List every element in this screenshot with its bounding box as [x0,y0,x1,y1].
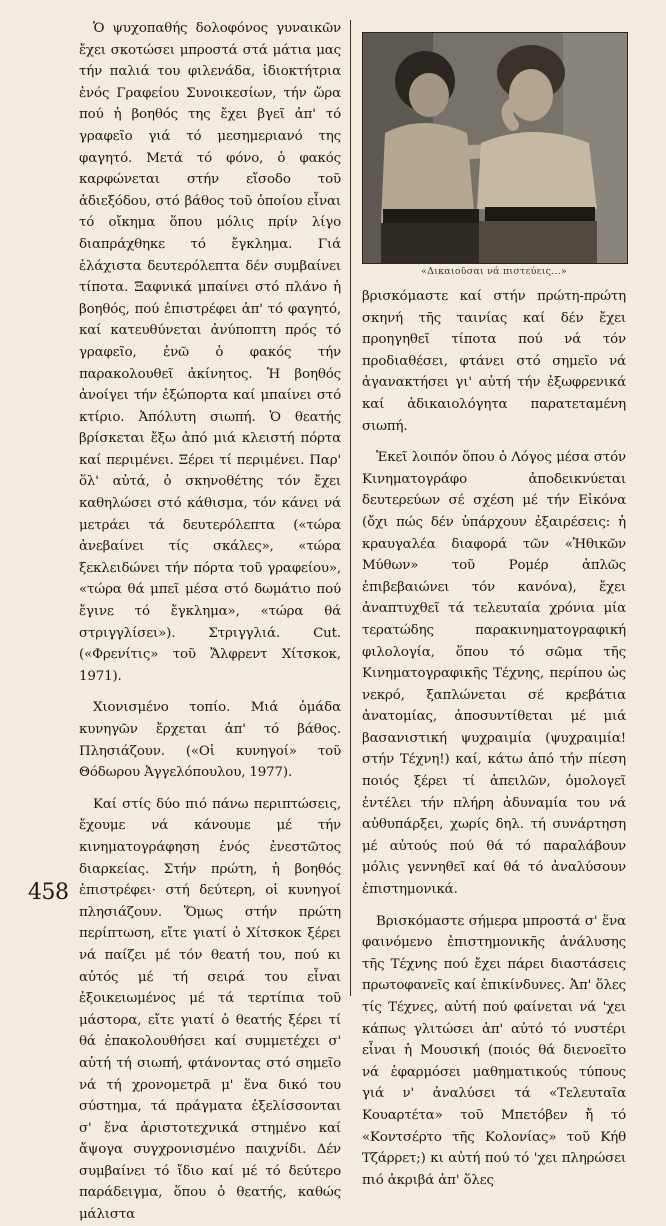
paragraph-comparison: Καί στίς δύο πιό πάνω περιπτώσεις, ἔχουμε νά κάνουμε μέ τήν κινηματογράφηση ἑνός ἐνεστῶτος διαρκείας. Στήν πρώτη, ἡ βοηθός ἐπιστρέφει· στή δεύτερη, οἱ κυνηγοί πλησιάζουν. Ὅμως στήν πρώτη περίπτωση, εἴτε γιατί ὁ Χίτσκοκ ξέρει νά παίζει μέ τόν θεατή του, πού κι αὐτός μέ τή σειρά του εἶναι ἐξοικειωμένος μέ τά τερτίπια τοῦ μάστορα, εἴτε γιατί ὁ θεατής ξέρει τί θά ἐπακολουθήσει καί συμμετέχει σ' αὐτή τή σιωπή, φτάνοντας στό σημεῖο νά τή χρονομετρᾶ μ' ἕνα δικό του σύστημα, τά πράγματα ἐξελίσσονται σ' ἕνα ἀριστοτεχνικά στημένο καί ἄψογα συγχρονισμένο παιχνίδι. Δέν συμβαίνει τό ἴδιο καί μέ τό δεύτερο παράδειγμα, ὅπου ὁ θεατής, καθώς μάλιστα [79,796,341,1223]
left-text-column [79,18,341,1226]
paragraph-frenzy-scene: Ὁ ψυχοπαθής δολοφόνος γυναικῶν ἔχει σκοτώσει μπροστά στά μάτια μας τήν παλιά του φιλενάδα, ἰδιοκτήτρια ἑνός Γραφείου Συνοικεσίων, τήν ὥρα πού ἡ βοηθός της ἔχει βγεῖ ἀπ' τό γραφεῖο γιά τό μεσημεριανό της φαγητό. Μετά τό φόνο, ὁ φακός καρφώνεται στήν εἴσοδο τοῦ ἀδιεξόδου, στό βάθος τοῦ ὁποίου εἶναι τό οἴκημα ὅπου μόλις πρίν λίγο διαπράχθηκε τό ἔγκλημα. Γιά ἐλάχιστα δευτερόλεπτα δέν συμβαίνει τίποτα. Ξαφνικά μπαίνει στό πλάνο ἡ βοηθός, πού ἐπιστρέφει ἀπ' τό φαγητό, καί κατευθύνεται ἀνύποπτη πρός τό γραφεῖο, ἐνῶ ὁ φακός τήν παρακολουθεῖ ἀκίνητος. Ἡ βοηθός ἀνοίγει τήν ἐξώπορτα καί μπαίνει στό κτίριο. Ἀπόλυτη σιωπή. Ὁ θεατής βρίσκεται ἔξω ἀπό μιά κλειστή πόρτα καί περιμένει. Ξέρει τί περιμένει. Παρ' ὅλ' αὐτά, ὁ σκηνοθέτης τόν ἔχει καθηλώσει στό κάθισμα, τόν κάνει νά μετράει τά δευτερόλεπτα («τώρα ἀνεβαίνει τίς σκάλες», «τώρα ξεκλειδώνει τήν πόρτα τοῦ γραφείου», «τώρα θά μπεῖ μέσα στό δωμάτιο πού ἔγινε τό ἔγκλημα», «τώρα θά στριγγλίσει»). Στριγγλιά. Cut. («Φρενίτις» τοῦ Ἄλφρεντ Χίτσκοκ, 1971). [79,21,341,684]
page-number: 458 [28,880,69,905]
paragraph-scientific-analysis: Βρισκόμαστε σήμερα μπροστά σ' ἕνα φαινόμενο ἐπιστημονικῆς ἀνάλυσης τῆς Τέχνης πού ἔχει πάρει διαστάσεις πρωτοφανεῖς καί ἐπικίνδυνες. Ἀπ' ὅλες τίς Τέχνες, αὐτή πού φαίνεται νά 'χει κάπως γλιτώσει ἀπ' αὐτό τό νυστέρι εἶναι ἡ Μουσική (ποιός θά διενοεῖτο νά ἐφαρμόσει μαθηματικούς τύπους γιά ν' ἀναλύσει τά «Τελευταῖα Κουαρτέτα» τοῦ Μπετόβεν ἤ τό «Κοντσέρτο τῆς Κολονίας» τοῦ Κήθ Τζάρρετ;) κι αὐτή πού τό 'χει πληρώσει πιό ἀκριβά ἀπ' ὅλες [362,913,626,1188]
paragraph-hunters-scene: Χιονισμένο τοπίο. Μιά ὁμάδα κυνηγῶν ἔρχεται ἀπ' τό βάθος. Πλησιάζουν. («Οἱ κυνηγοί» τοῦ Θόδωρου Ἀγγελόπουλου, 1977). [79,700,341,781]
paragraph-continuation: βρισκόμαστε καί στήν πρώτη-πρώτη σκηνή τῆς ταινίας καί δέν ἔχει προηγηθεῖ τίποτα πού νά τόν προδιαθέσει, φτάνει στό σημεῖο νά ἀγανακτήσει γι' αὐτή τήν ἐξωφρενικά καί ἀδικαιολόγητα παρατεταμένη σιωπή. [362,289,626,434]
right-text-column [362,286,626,1191]
film-still-photo [362,32,628,264]
film-still-illustration [363,33,627,263]
paragraph-logos-image: Ἐκεῖ λοιπόν ὅπου ὁ Λόγος μέσα στόν Κινηματογράφο ἀποδεικνύεται δευτερεύων σέ σχέση μέ τήν Εἰκόνα (ὄχι πώς δέν ὑπάρχουν ἐξαιρέσεις: ἡ κραυγαλέα διαφορά τῶν «Ἠθικῶν Μύθων» τοῦ Ρομέρ ἁπλῶς ἐπιβεβαιώνει τόν κανόνα), ἔχει ἀναπτυχθεῖ τά τελευταία χρόνια μία τερατώδης παρακινηματογραφική φιλολογία, ὅπου τό σῶμα τῆς Κινηματογραφικῆς Τέχνης, περίπου ὡς νεκρό, ξαπλώνεται σέ κρεβάτια ἀνατομίας, ἀποσυντίθεται μέ μιά βασανιστική ψυχραιμία (ψυχραιμία! στήν Τέχνη!) καί, κάτω ἀπό τήν πίεση ποιός ξέρει τί ἀπειλῶν, ὁμολογεῖ ἐντέλει τήν πλήρη ἀδυναμία του νά αὐθυπάρξει, χωρίς δηλ. τή συνάρτηση μέ αὐτούς πού θά τό παραλάβουν μόλις γεννηθεῖ καί θά τό ἀναλύσουν ἐπιστημονικά. [362,450,626,898]
column-divider [350,20,351,996]
photo-caption: «Δικαιοῦσαι νά πιστεύεις...» [421,266,567,277]
